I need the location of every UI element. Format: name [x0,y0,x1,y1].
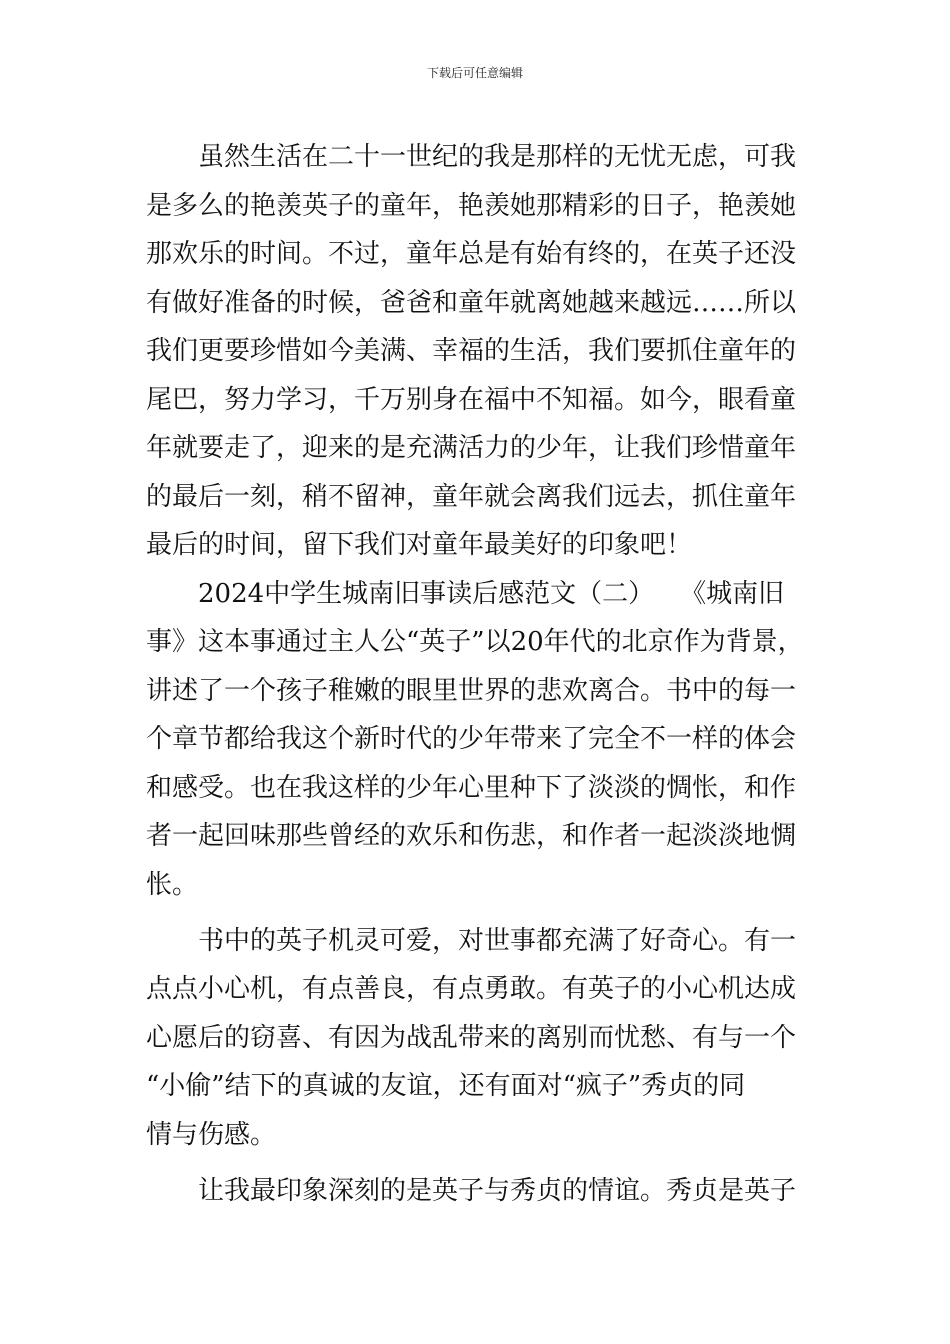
text-line: 点点小心机，有点善良，有点勇敢。有英子的小心机达成 [146,974,797,1004]
document-body [146,133,816,1215]
text-line: 的最后一刻，稍不留神，童年就会离我们远去，抓住童年 [146,481,797,512]
text-line: 情与伤感。 [146,1119,277,1150]
text-line: 让我最印象深刻的是英子与秀贞的情谊。秀贞是英子 [198,1176,797,1206]
text-line: 年就要走了，迎来的是充满活力的少年，让我们珍惜童年 [146,433,797,463]
text-line: 和感受。也在我这样的少年心里种下了淡淡的惆怅，和作 [146,772,797,803]
text-line: “小偷”结下的真诚的友谊，还有面对“疯子”秀贞的同 [146,1071,746,1101]
text-line: 我们更要珍惜如今美满、幸福的生活，我们要抓住童年的 [146,336,797,366]
text-line: 最后的时间，留下我们对童年最美好的印象吧！ [146,530,693,560]
text-line: 虽然生活在二十一世纪的我是那样的无忧无虑，可我 [198,142,797,172]
text-line: 讲述了一个孩子稚嫩的眼里世界的悲欢离合。书中的每一 [146,675,797,706]
section-title-line: 2024中学生城南旧事读后感范文（二） 《城南旧 [198,578,785,609]
text-line: 心愿后的窃喜、有因为战乱带来的离别而忧愁、有与一个 [146,1022,797,1053]
text-line: 书中的英子机灵可爱，对世事都充满了好奇心。有一 [198,926,797,956]
text-line: 个章节都给我这个新时代的少年带来了完全不一样的体会 [146,724,797,754]
text-line: 是多么的艳羡英子的童年，艳羡她那精彩的日子，艳羡她 [146,190,797,221]
text-line: 者一起回味那些曾经的欢乐和伤悲，和作者一起淡淡地惆 [146,821,797,851]
text-line: 有做好准备的时候，爸爸和童年就离她越来越远……所以 [146,287,797,318]
text-line: 事》这本事通过主人公“英子”以20年代的北京作为背景， [146,627,804,657]
text-line: 怅。 [146,869,199,900]
page-header: 下载后可任意编辑 [426,66,523,80]
text-line: 尾巴，努力学习，千万别身在福中不知福。如今，眼看童 [146,384,797,415]
text-line: 那欢乐的时间。不过，童年总是有始有终的，在英子还没 [146,239,797,269]
